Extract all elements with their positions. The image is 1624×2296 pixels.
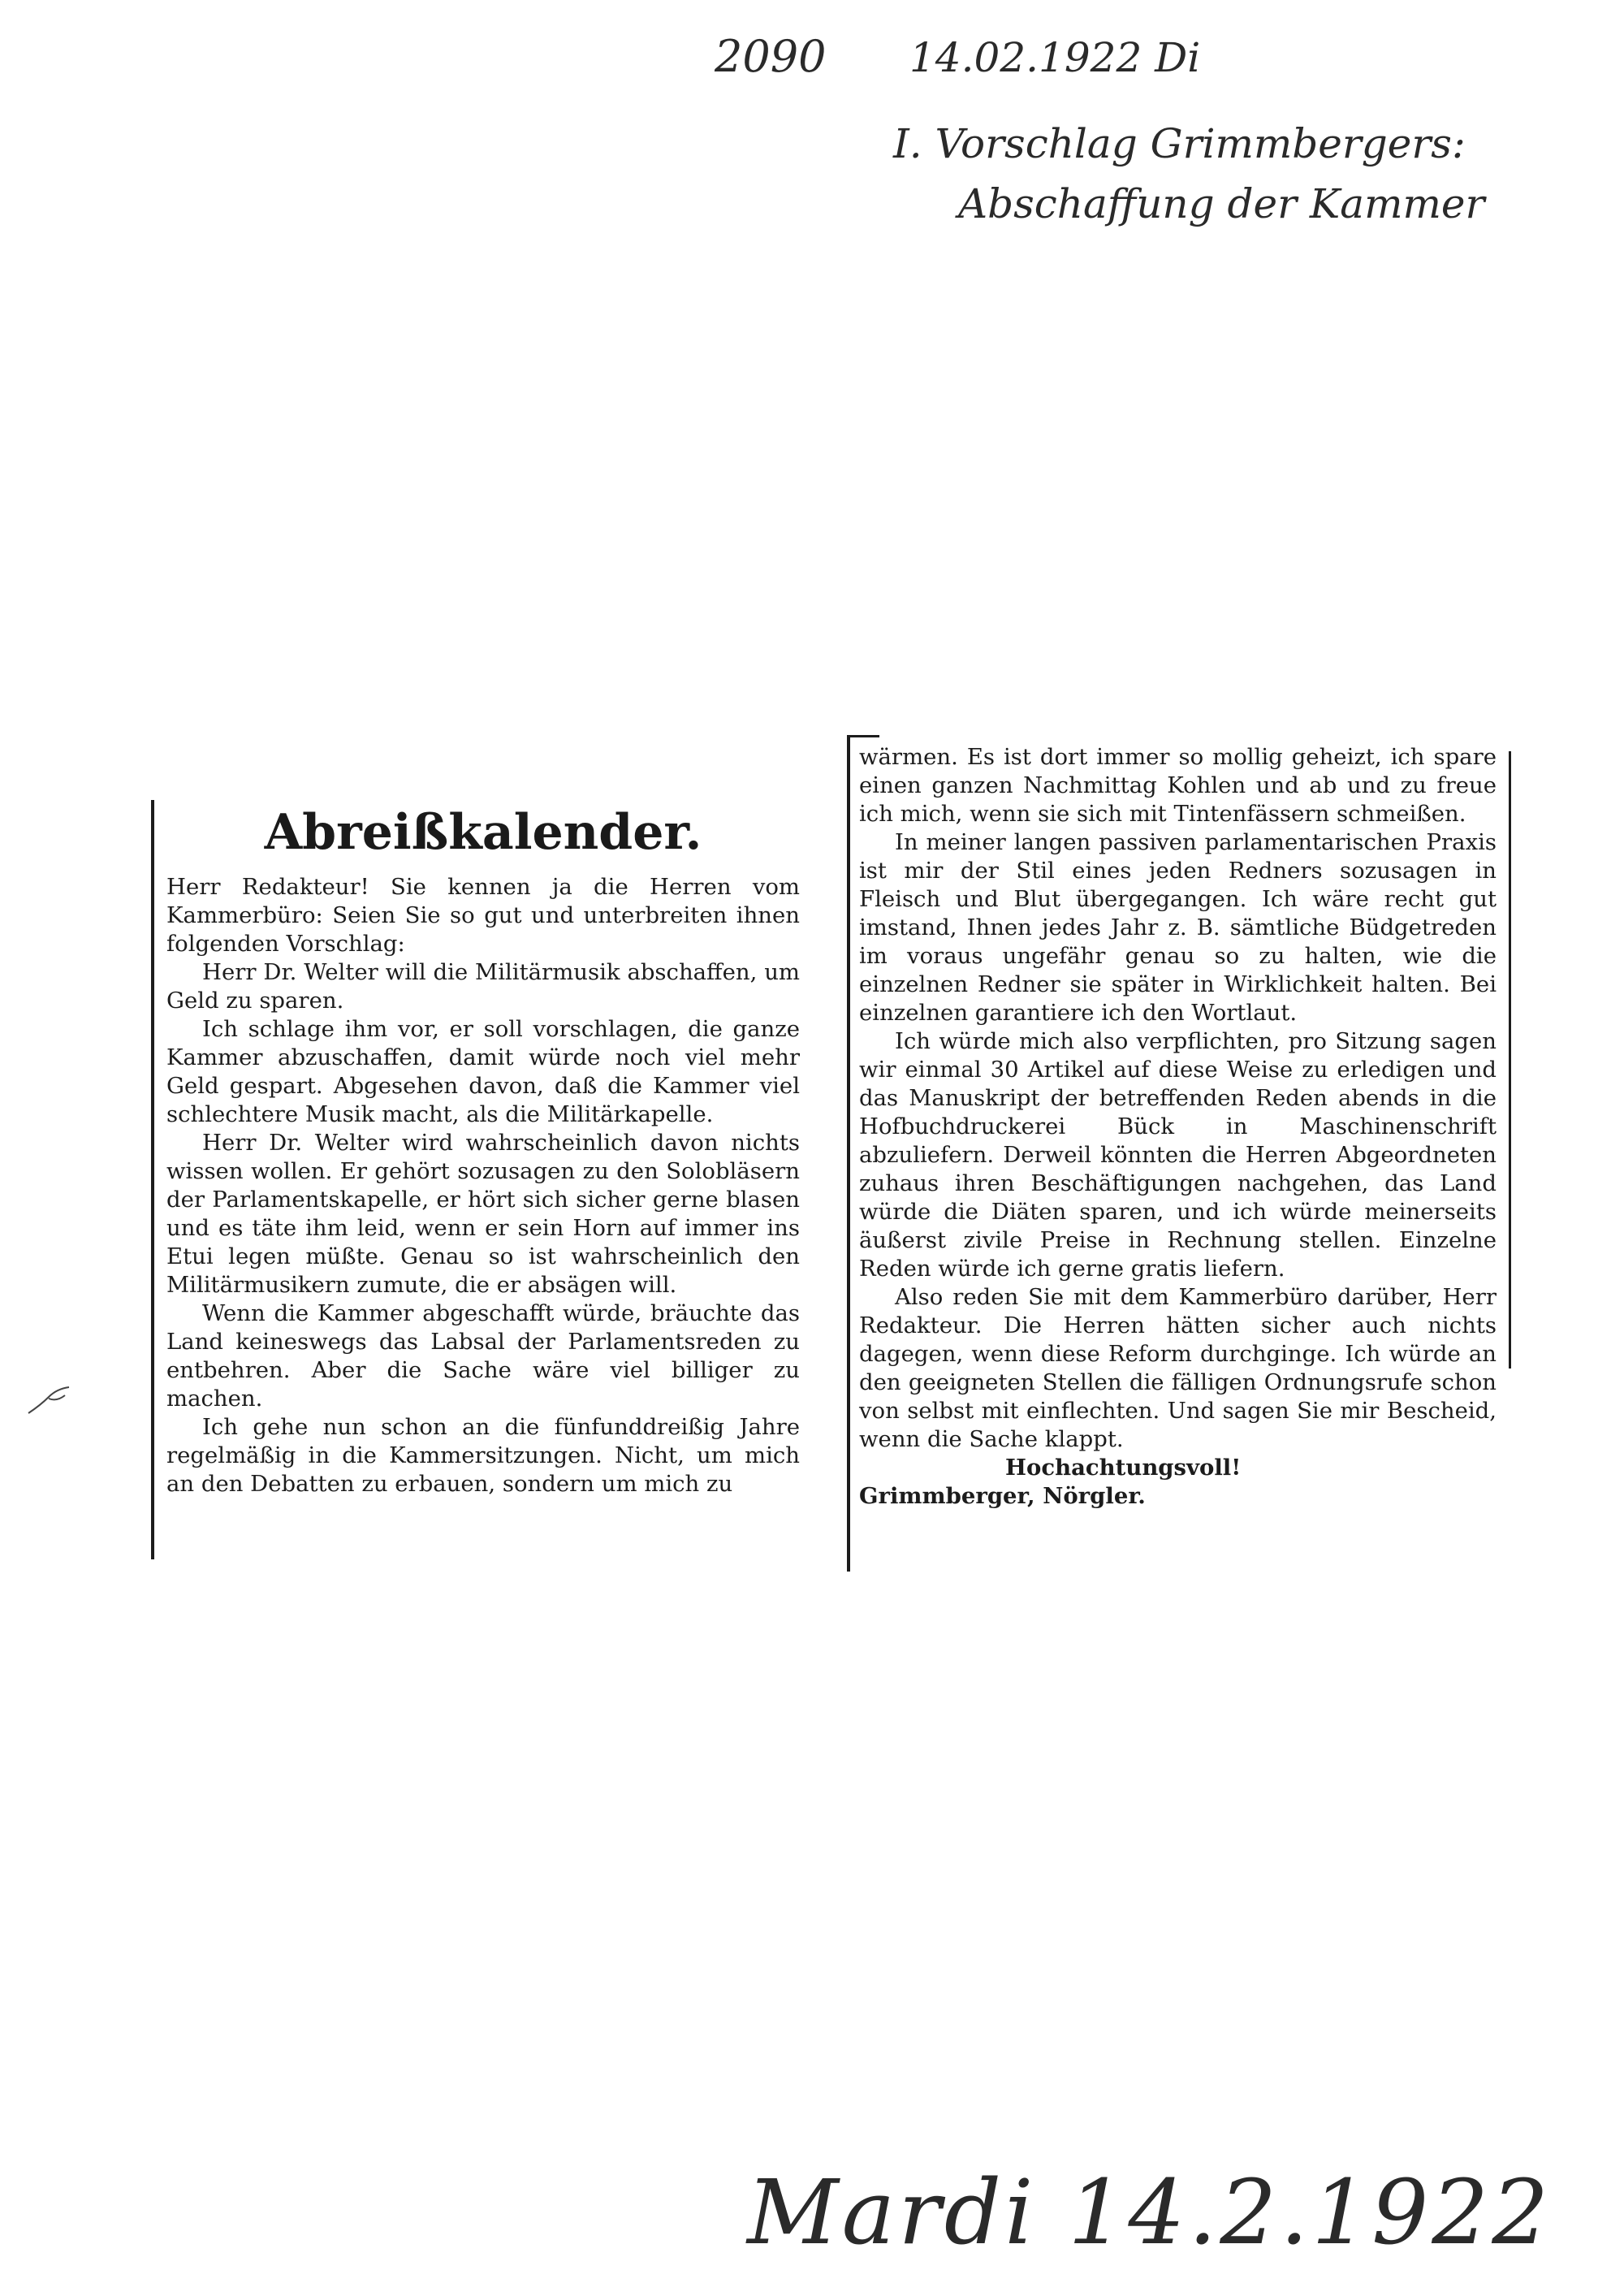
paragraph: Ich schlage ihm vor, er soll vorschlagen, die ganze Kammer abzuschaffen, damit würde noch viel mehr Geld gespart. Abgesehen davon, daß die Kammer viel schlechtere Musik macht, als die Militärkapelle. (166, 1016, 800, 1127)
column-rule-right (1509, 751, 1511, 1369)
handwritten-date-top: 14.02.1922 Di (909, 34, 1201, 81)
paragraph: Herr Redakteur! Sie kennen ja die Herren vom Kammerbüro: Seien Sie so gut und unterbreiten ihnen folgenden Vorschlag: (166, 874, 800, 957)
paragraph: Ich würde mich also verpflichten, pro Sitzung sagen wir einmal 30 Artikel auf diese Weise zu erledigen und das Manuskript der betreffenden Reden abends in die Hofbuchdruckerei Bück in Maschinenschrift abzuliefern. Derweil könnten die Herren Abgeordneten zuhaus ihren Beschäftigungen nachgehen, das Land würde die Diäten sparen, und ich würde meinerseits äußerst zivile Preise in Rechnung stellen. Einzelne Reden würde ich gerne gratis liefern. (859, 1028, 1497, 1282)
paragraph: Ich gehe nun schon an die fünfunddreißig Jahre regelmäßig in die Kammersitzungen. Nicht, um mich an den Debatten zu erbauen, sondern um mich zu (166, 1414, 800, 1497)
column-rule-middle (847, 735, 850, 1572)
handwritten-note-line1: I. Vorschlag Grimmbergers: (893, 120, 1466, 167)
handwritten-date-bottom: Mardi 14.2.1922 (747, 2160, 1553, 2264)
handwritten-note-line2: Abschaffung der Kammer (958, 180, 1485, 227)
signature: Grimmberger, Nörgler. (859, 1483, 1146, 1509)
paragraph: Wenn die Kammer abgeschafft würde, bräuchte das Land keineswegs das Labsal der Parlamentsreden zu entbehren. Aber die Sache wäre viel billiger zu machen. (166, 1300, 800, 1412)
column-rule-left (151, 800, 154, 1559)
paragraph: Herr Dr. Welter will die Militärmusik abschaffen, um Geld zu sparen. (166, 959, 800, 1014)
article-column-left (166, 873, 800, 1498)
paragraph: Herr Dr. Welter wird wahrscheinlich davon nichts wissen wollen. Er gehört sozusagen zu den Solobläsern der Parlamentskapelle, er hört sich sicher gerne blasen und es täte ihm leid, wenn er sein Horn auf immer ins Etui legen müßte. Genau so ist wahrscheinlich den Militärmusikern zumute, die er absägen will. (166, 1130, 800, 1298)
column-rule-top (847, 735, 879, 737)
closing-salutation: Hochachtungsvoll! (1005, 1455, 1242, 1481)
article-column-right (859, 743, 1497, 1511)
paragraph: wärmen. Es ist dort immer so mollig geheizt, ich spare einen ganzen Nachmittag Kohlen und ab und zu freue ich mich, wenn sie sich mit Tintenfässern schmeißen. (859, 744, 1497, 827)
pen-mark-icon (24, 1381, 81, 1421)
paragraph: Also reden Sie mit dem Kammerbüro darüber, Herr Redakteur. Die Herren hätten sicher auch nichts dagegen, wenn diese Reform durchginge. Ich würde an den geeigneten Stellen die fälligen Ordnungsrufe schon von selbst mit einflechten. Und sagen Sie mir Bescheid, wenn die Sache klappt. (859, 1284, 1497, 1452)
handwritten-archive-number: 2090 (715, 31, 827, 82)
article-title: Abreißkalender. (264, 804, 702, 861)
paragraph: In meiner langen passiven parlamentarischen Praxis ist mir der Stil eines jeden Redners sozusagen in Fleisch und Blut übergegangen. Ich wäre recht gut imstand, Ihnen jedes Jahr z. B. sämtliche Büdgetreden im voraus ungefähr genau so zu halten, wie die einzelnen Redner sie später in Wirklichkeit halten. Bei einzelnen garantiere ich den Wortlaut. (859, 829, 1497, 1026)
